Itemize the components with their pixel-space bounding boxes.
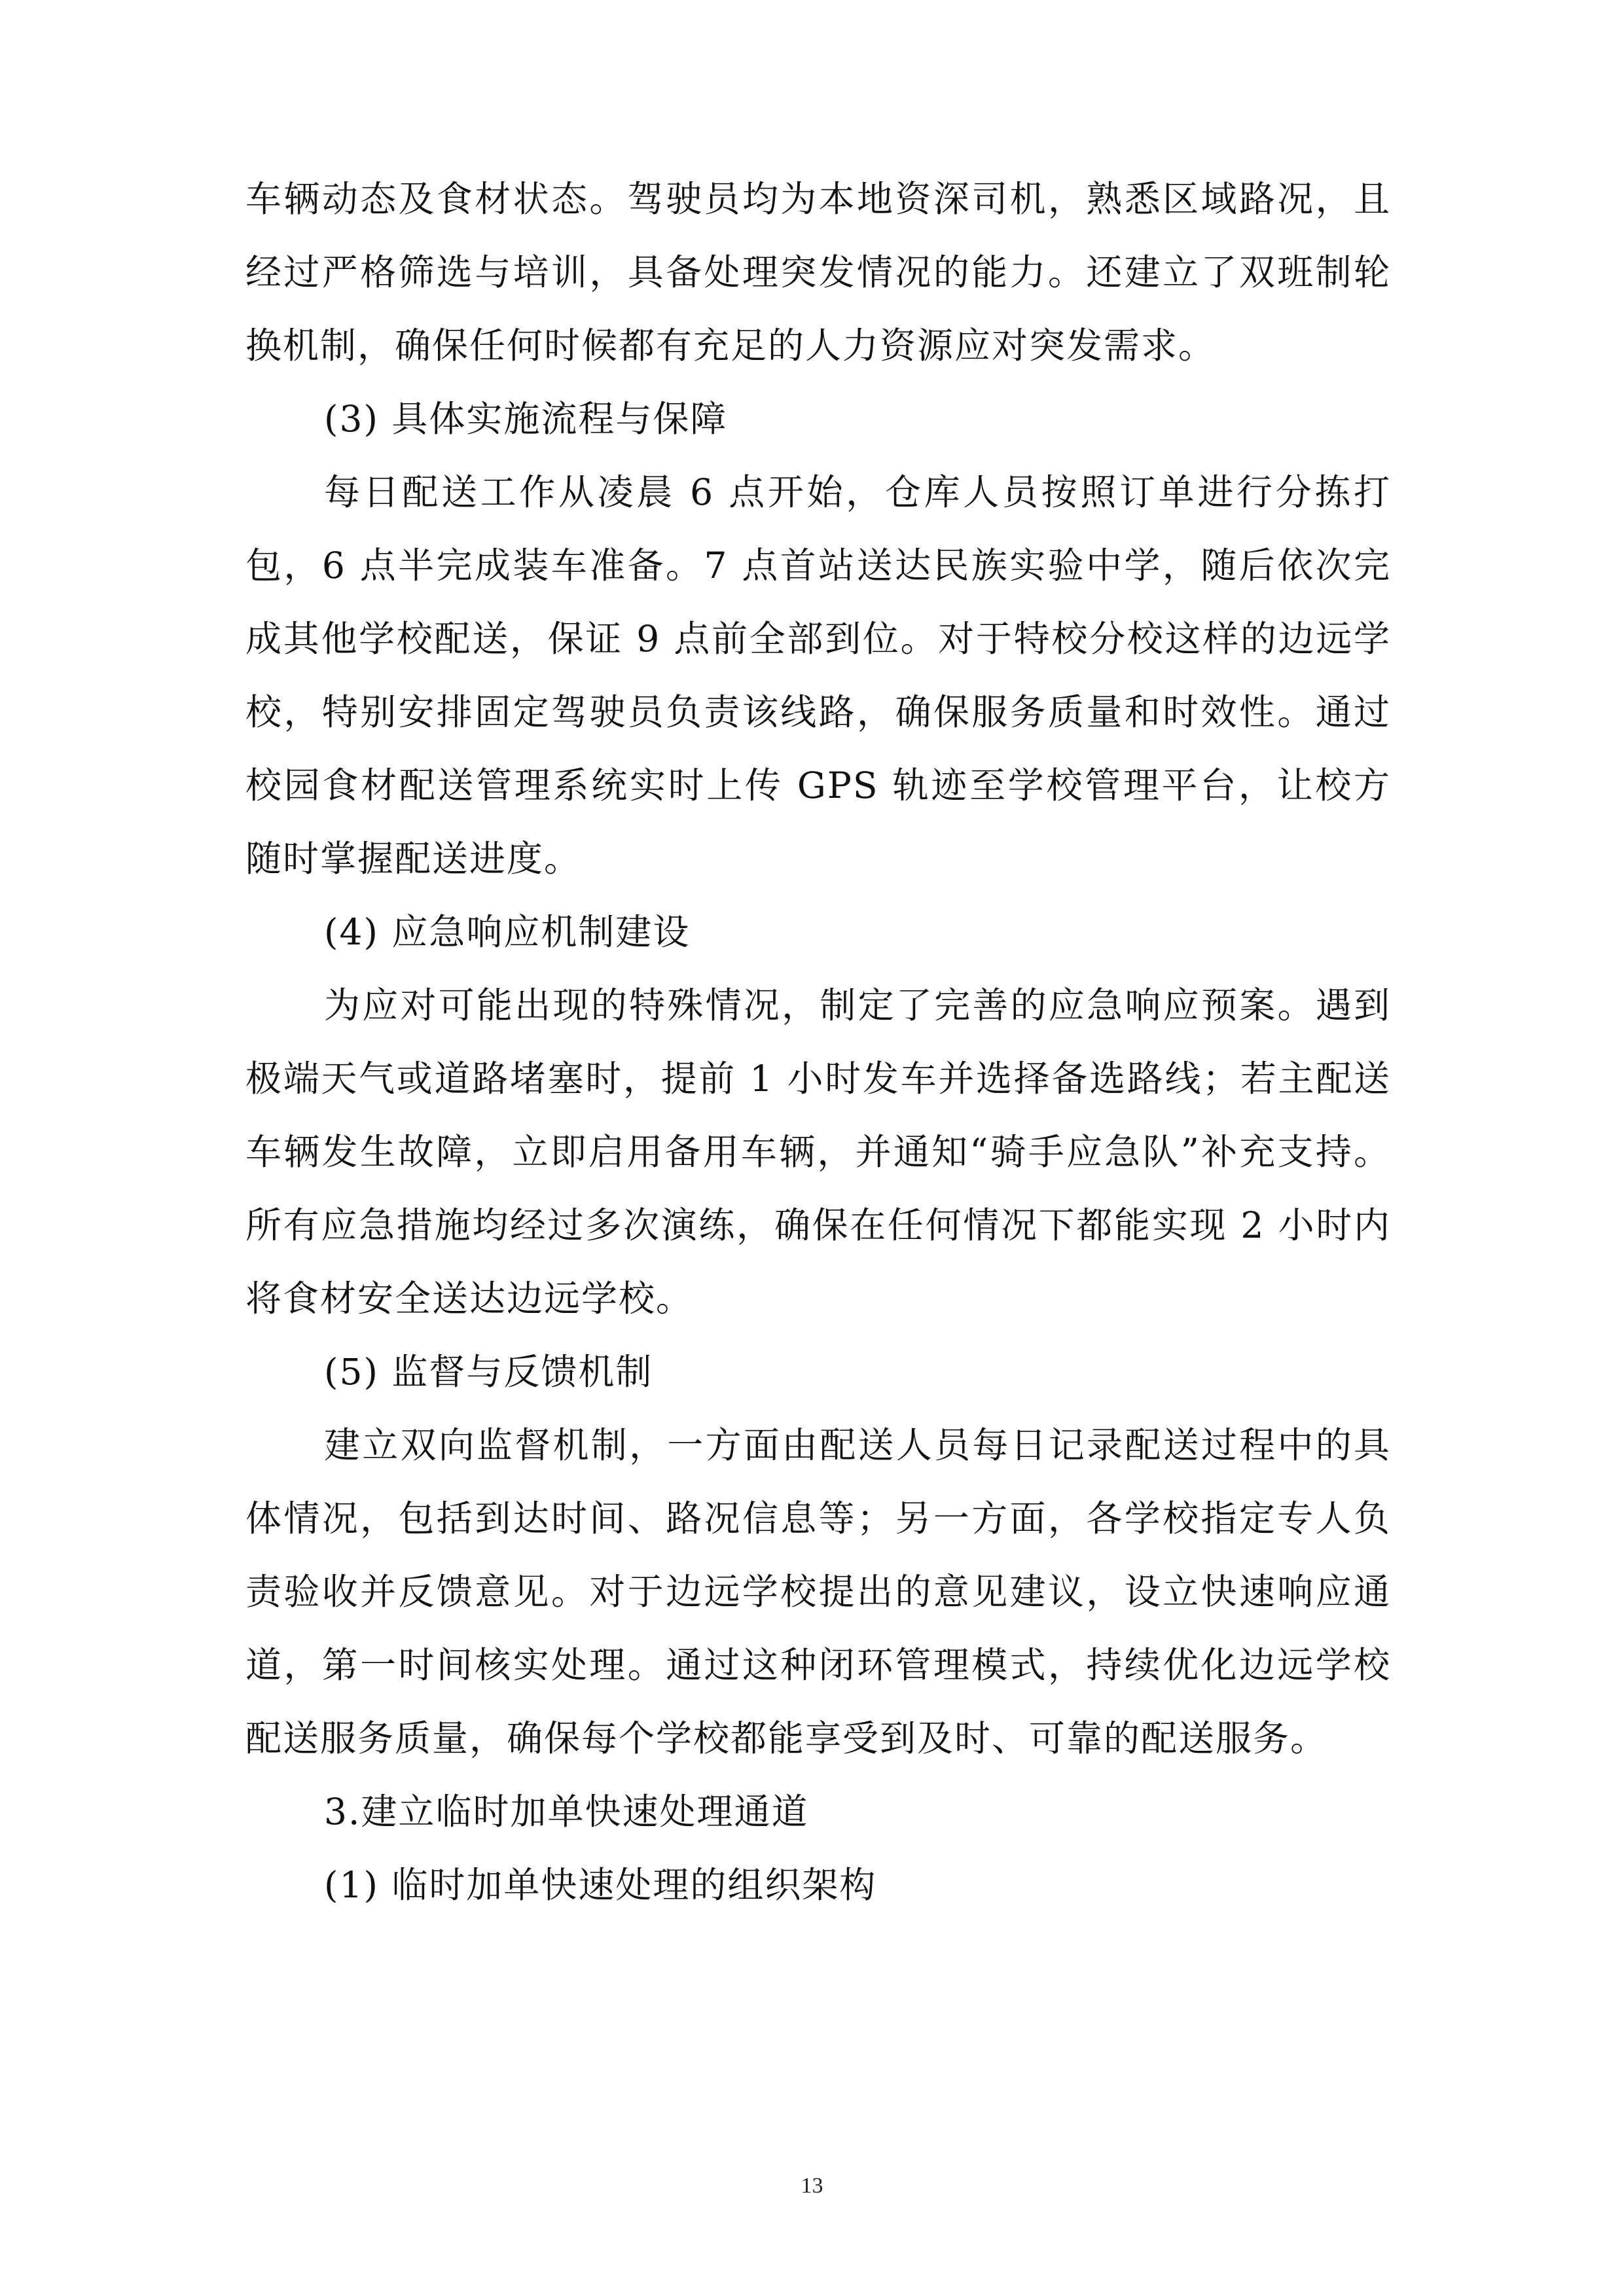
section-heading-temporary-orders: 3.建立临时加单快速处理通道: [324, 1791, 809, 1833]
page-number: 13: [801, 2174, 823, 2198]
section-heading-4: (4) 应急响应机制建设: [324, 911, 691, 953]
paragraph-implementation: 每日配送工作从凌晨 6 点开始，仓库人员按照订单进行分拣打包，6 点半完成装车准备。7 点首站送达民族实验中学，随后依次完成其他学校配送，保证 9 点前全部到位。对于特校分校这样的边远学校，特别安排固定驾驶员负责该线路，确保服务质量和时效性。通过校园食材配送管理系统实时上传 GPS 轨迹至学校管理平台，让校方随时掌握配送进度。: [245, 471, 1391, 880]
paragraph-supervision: 建立双向监督机制，一方面由配送人员每日记录配送过程中的具体情况，包括到达时间、路况信息等；另一方面，各学校指定专人负责验收并反馈意见。对于边远学校提出的意见建议，设立快速响应通道，第一时间核实处理。通过这种闭环管理模式，持续优化边远学校配送服务质量，确保每个学校都能享受到及时、可靠的配送服务。: [245, 1424, 1391, 1759]
paragraph-emergency: 为应对可能出现的特殊情况，制定了完善的应急响应预案。遇到极端天气或道路堵塞时，提前 1 小时发车并选择备选路线；若主配送车辆发生故障，立即启用备用车辆，并通知“骑手应急队”补充支持。所有应急措施均经过多次演练，确保在任何情况下都能实现 2 小时内将食材安全送达边远学校。: [245, 984, 1391, 1319]
section-heading-3: (3) 具体实施流程与保障: [324, 398, 728, 440]
subsection-heading-1: (1) 临时加单快速处理的组织架构: [324, 1864, 877, 1906]
paragraph-continuation: 车辆动态及食材状态。驾驶员均为本地资深司机，熟悉区域路况，且经过严格筛选与培训，具备处理突发情况的能力。还建立了双班制轮换机制，确保任何时候都有充足的人力资源应对突发需求。: [245, 178, 1391, 367]
page-body: [245, 162, 1391, 1922]
section-heading-5: (5) 监督与反馈机制: [324, 1351, 653, 1393]
